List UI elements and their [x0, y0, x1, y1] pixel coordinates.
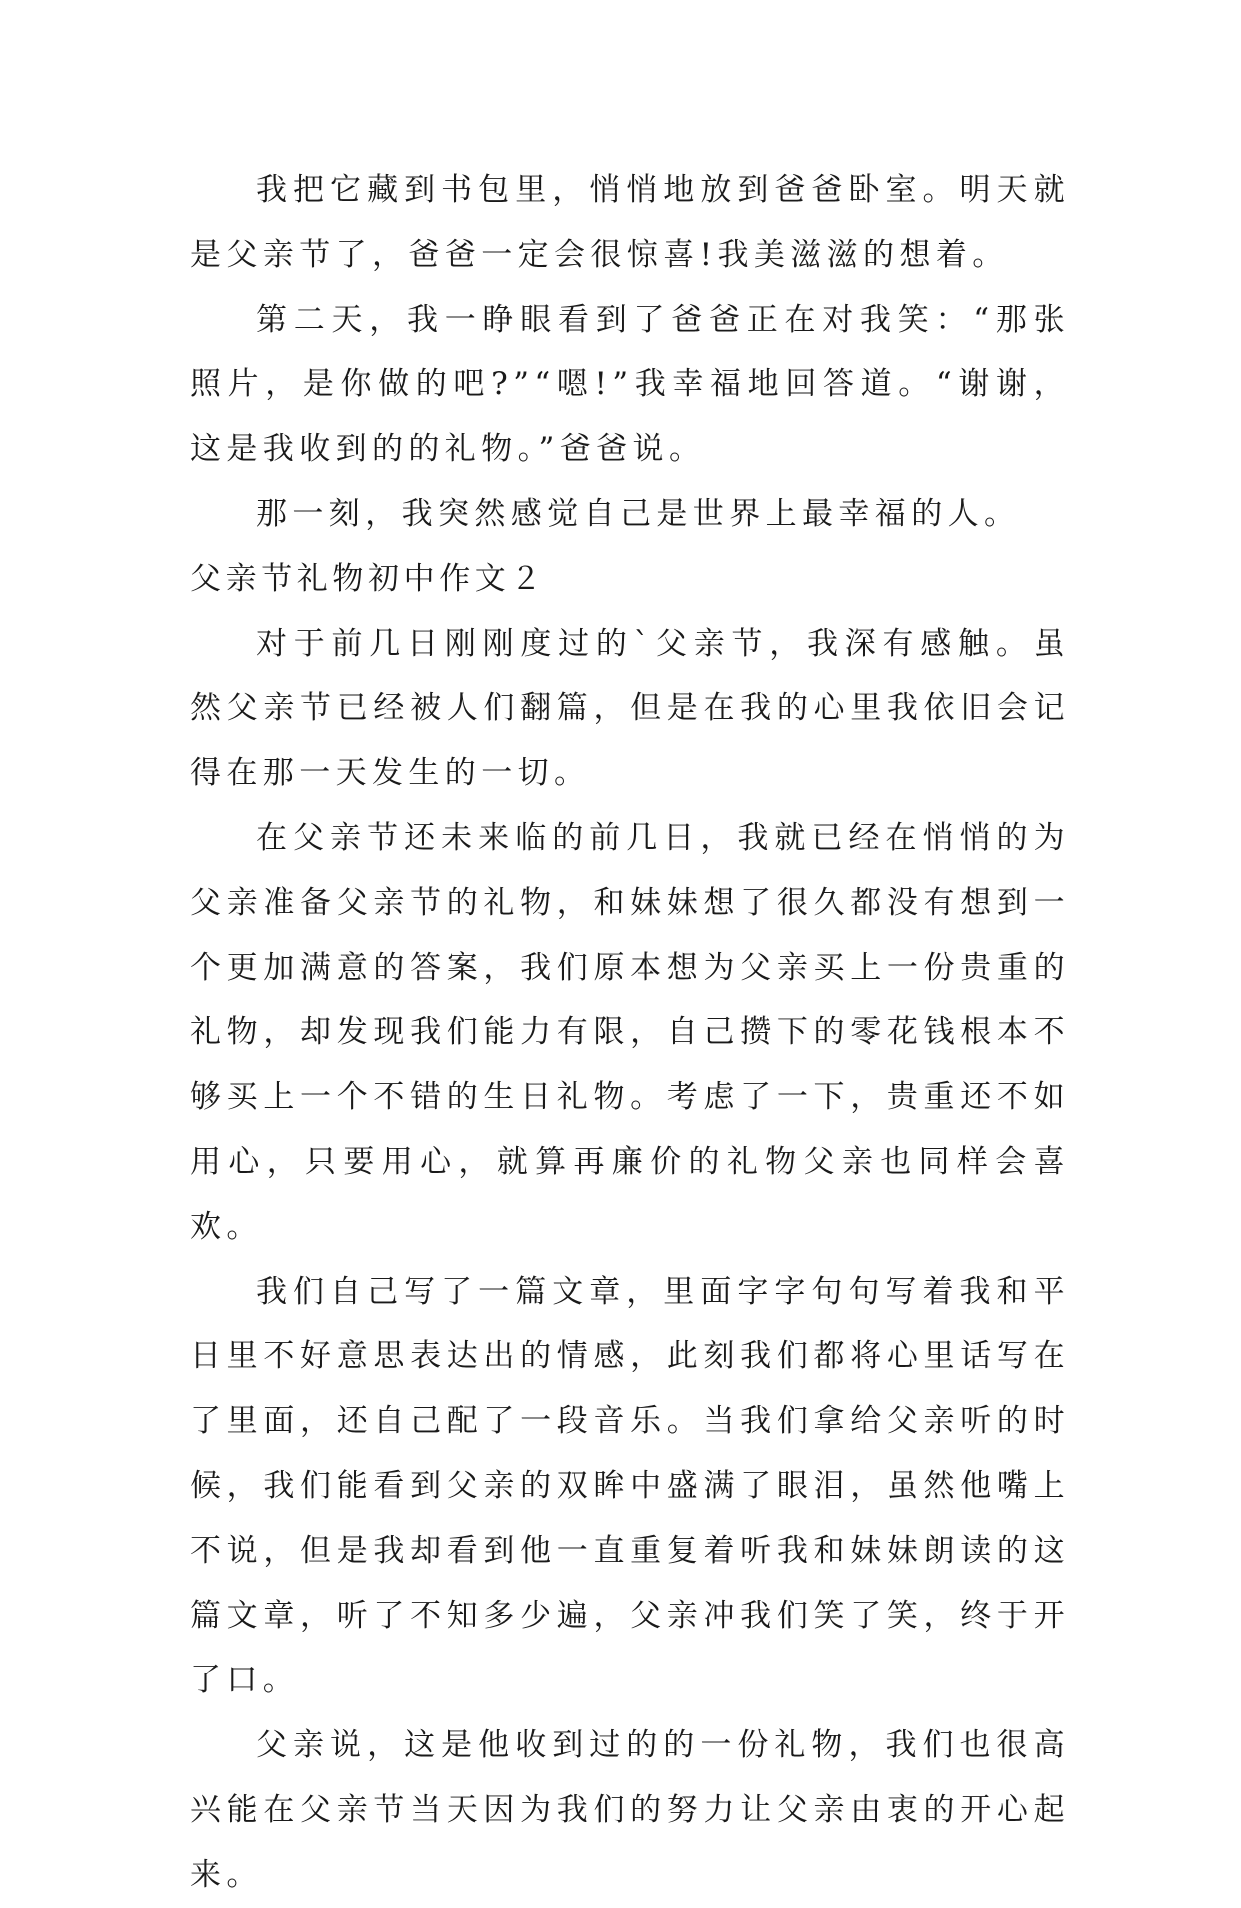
paragraph-fathers-day-feelings: 对于前几日刚刚度过的`父亲节，我深有感触。虽然父亲节已经被人们翻篇，但是在我的心里我依旧会记得在那一天发生的一切。: [190, 625, 1070, 792]
document-page: [190, 158, 1070, 1908]
paragraph-gift-hidden: 我把它藏到书包里，悄悄地放到爸爸卧室。明天就是父亲节了，爸爸一定会很惊喜!我美滋滋的想着。: [190, 172, 1070, 273]
paragraph-preparing-gift: 在父亲节还未来临的前几日，我就已经在悄悄的为父亲准备父亲节的礼物，和妹妹想了很久都没有想到一个更加满意的答案，我们原本想为父亲买上一份贵重的礼物，却发现我们能力有限，自己攒下的零花钱根本不够买上一个不错的生日礼物。考虑了一下，贵重还不如用心，只要用心，就算再廉价的礼物父亲也同样会喜欢。: [190, 819, 1070, 1245]
paragraph-written-article: 我们自己写了一篇文章，里面字字句句写着我和平日里不好意思表达出的情感，此刻我们都将心里话写在了里面，还自己配了一段音乐。当我们拿给父亲听的时候，我们能看到父亲的双眸中盛满了眼泪，虽然他嘴上不说，但是我却看到他一直重复着听我和妹妹朗读的这篇文章，听了不知多少遍，父亲冲我们笑了笑，终于开了口。: [190, 1273, 1070, 1699]
essay-heading: 父亲节礼物初中作文２: [190, 560, 546, 597]
paragraph-happiest-moment: 那一刻，我突然感觉自己是世界上最幸福的人。: [256, 495, 1021, 532]
paragraph-father-says: 父亲说，这是他收到过的的一份礼物，我们也很高兴能在父亲节当天因为我们的努力让父亲由衷的开心起来。: [190, 1727, 1070, 1893]
paragraph-next-day: 第二天，我一睁眼看到了爸爸正在对我笑：“那张照片，是你做的吧?”“嗯!”我幸福地回答道。“谢谢，这是我收到的的礼物。”爸爸说。: [190, 301, 1070, 468]
